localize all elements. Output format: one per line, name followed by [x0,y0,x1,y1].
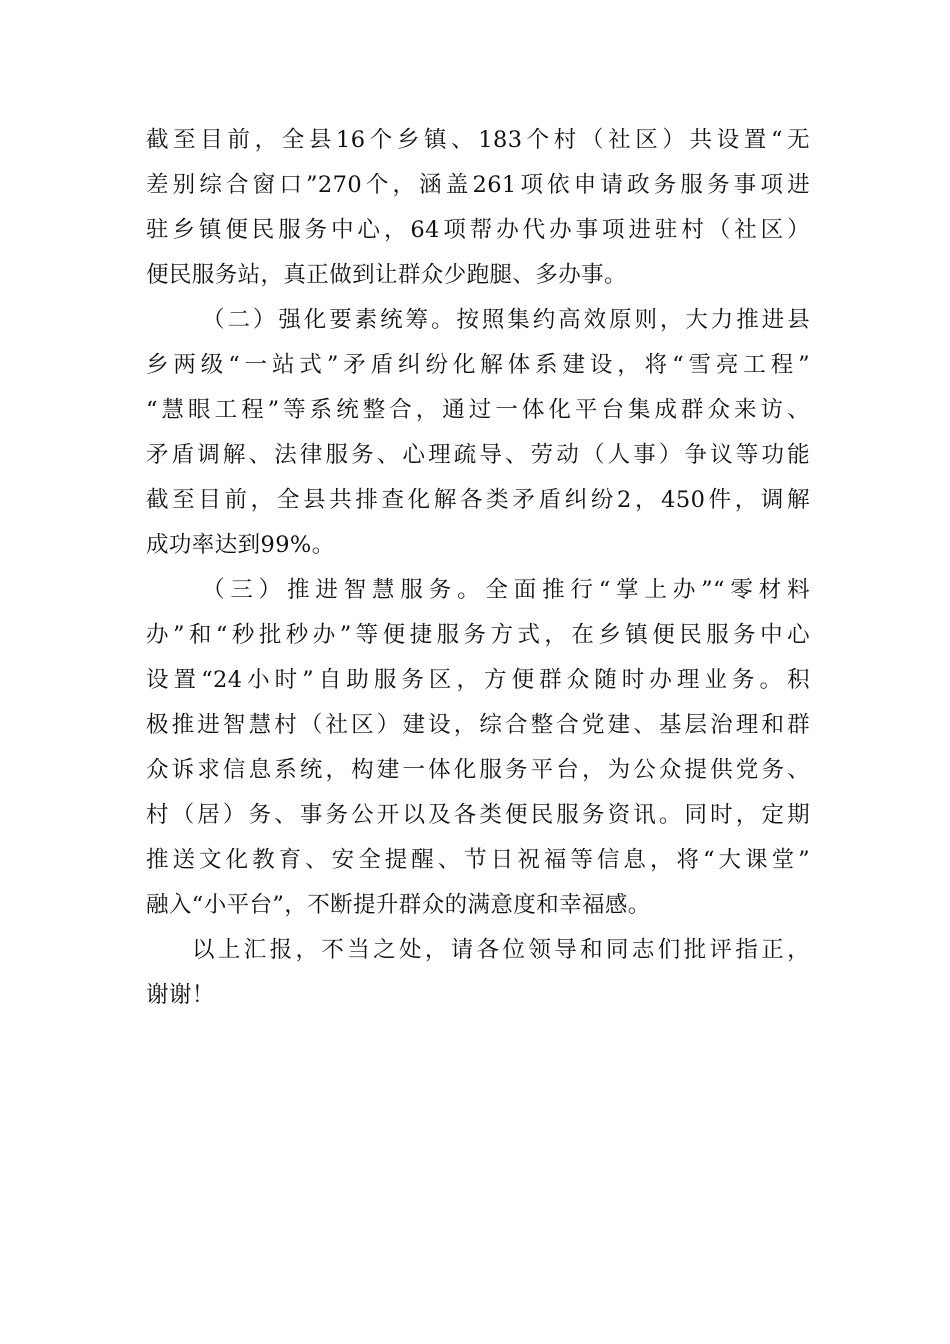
text-line: 村（居）务、事务公开以及各类便民服务资讯。同时，定期 [146,802,810,828]
text-line: 乡两级“一站式”矛盾纠纷化解体系建设，将“雪亮工程” [146,352,810,378]
text-line: 便民服务站，真正做到让群众少跑腿、多办事。 [146,262,627,288]
text-line: 极推进智慧村（社区）建设，综合整合党建、基层治理和群 [146,712,810,738]
text-line: 矛盾调解、法律服务、心理疏导、劳动（人事）争议等功能 [146,442,810,468]
document-body [146,118,810,1018]
section-three-first-line: （三）推进智慧服务。全面推行“掌上办”“零材料 [202,577,810,603]
text-line: 设置“24小时”自助服务区，方便群众随时办理业务。积 [146,667,810,693]
text-line: 截至目前，全县共排查化解各类矛盾纠纷2，450件，调解 [146,487,810,513]
text-line: 驻乡镇便民服务中心，64项帮办代办事项进驻村（社区） [146,217,810,243]
text-line: 推送文化教育、安全提醒、节日祝福等信息，将“大课堂” [146,847,810,873]
text-line: “慧眼工程”等系统整合，通过一体化平台集成群众来访、 [146,397,810,423]
closing-line: 以上汇报，不当之处，请各位领导和同志们批评指正， [192,937,810,963]
text-line: 众诉求信息系统，构建一体化服务平台，为公众提供党务、 [146,757,810,783]
text-line: 成功率达到99%。 [146,532,335,558]
text-line: 办”和“秒批秒办”等便捷服务方式，在乡镇便民服务中心 [146,622,810,648]
text-line: 差别综合窗口”270个，涵盖261项依申请政务服务事项进 [146,172,810,198]
text-line: 融入“小平台”，不断提升群众的满意度和幸福感。 [146,892,651,918]
text-line: 截至目前，全县16个乡镇、183个村（社区）共设置“无 [146,127,810,153]
section-two-first-line: （二）强化要素统筹。按照集约高效原则，大力推进县 [202,307,810,333]
closing-thanks: 谢谢！ [146,982,215,1008]
